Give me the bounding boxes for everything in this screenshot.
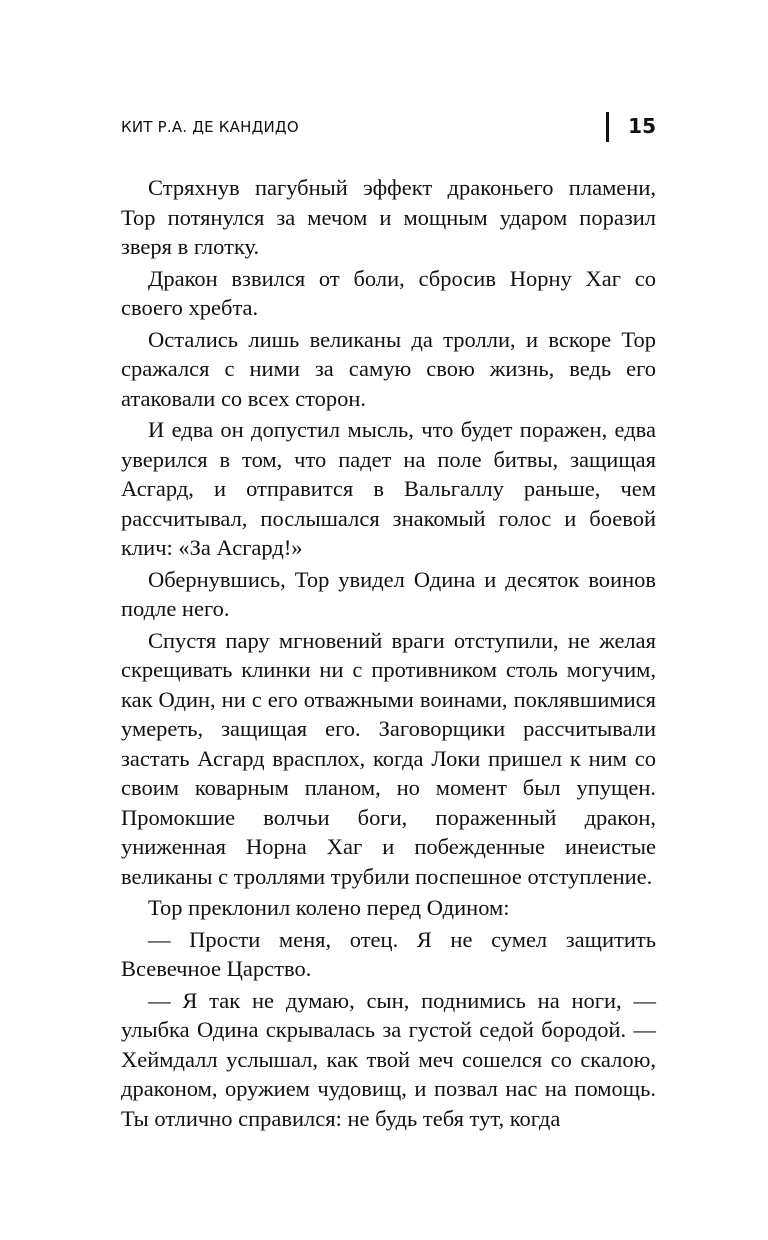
- paragraph: И едва он допустил мысль, что будет поражен, едва уверился в том, что падет на поле битвы, защищая Асгард, и отправится в Вальгаллу раньше, чем рассчитывал, послышался знакомый голос и боевой клич: «За Асгард!»: [121, 417, 656, 560]
- paragraph: Спустя пару мгновений враги отступили, не желая скрещивать клинки ни с противником столь могучим, как Один, ни с его отважными воинами, поклявшимися умереть, защищая его. Заговорщики рассчитывали застать Асгард врасплох, когда Локи пришел к ним со своим коварным планом, но момент был упущен. Промокшие волчьи боги, пораженный дракон, униженная Норна Хаг и побежденные инеистые великаны с троллями трубили поспешное отступление.: [121, 627, 656, 889]
- paragraph: Остались лишь великаны да тролли, и вскоре Тор сражался с ними за самую свою жизнь, ведь его атаковали со всех сторон.: [121, 326, 656, 411]
- page-header: [121, 112, 656, 140]
- running-head: КИТ Р.А. ДЕ КАНДИДО: [121, 118, 299, 136]
- paragraph: — Прости меня, отец. Я не сумел защитить Всевечное Царство.: [121, 926, 656, 981]
- header-rule: [606, 112, 609, 142]
- page-number: 15: [628, 114, 656, 138]
- paragraph: Тор преклонил колено перед Одином:: [148, 895, 510, 920]
- body-text: [121, 173, 656, 1133]
- paragraph: Стряхнув пагубный эффект драконьего пламени, Тор потянулся за мечом и мощным ударом поразил зверя в глотку.: [121, 175, 656, 259]
- paragraph: Обернувшись, Тор увидел Одина и десяток воинов подле него.: [121, 566, 656, 621]
- paragraph: Дракон взвился от боли, сбросив Норну Хаг со своего хребта.: [121, 265, 656, 320]
- paragraph: — Я так не думаю, сын, поднимись на ноги, — улыбка Одина скрывалась за густой седой бородой. — Хеймдалл услышал, как твой меч сошелся со скалою, драконом, оружием чудовищ, и позвал нас на помощь. Ты отлично справился: не будь тебя тут, когда: [121, 987, 656, 1131]
